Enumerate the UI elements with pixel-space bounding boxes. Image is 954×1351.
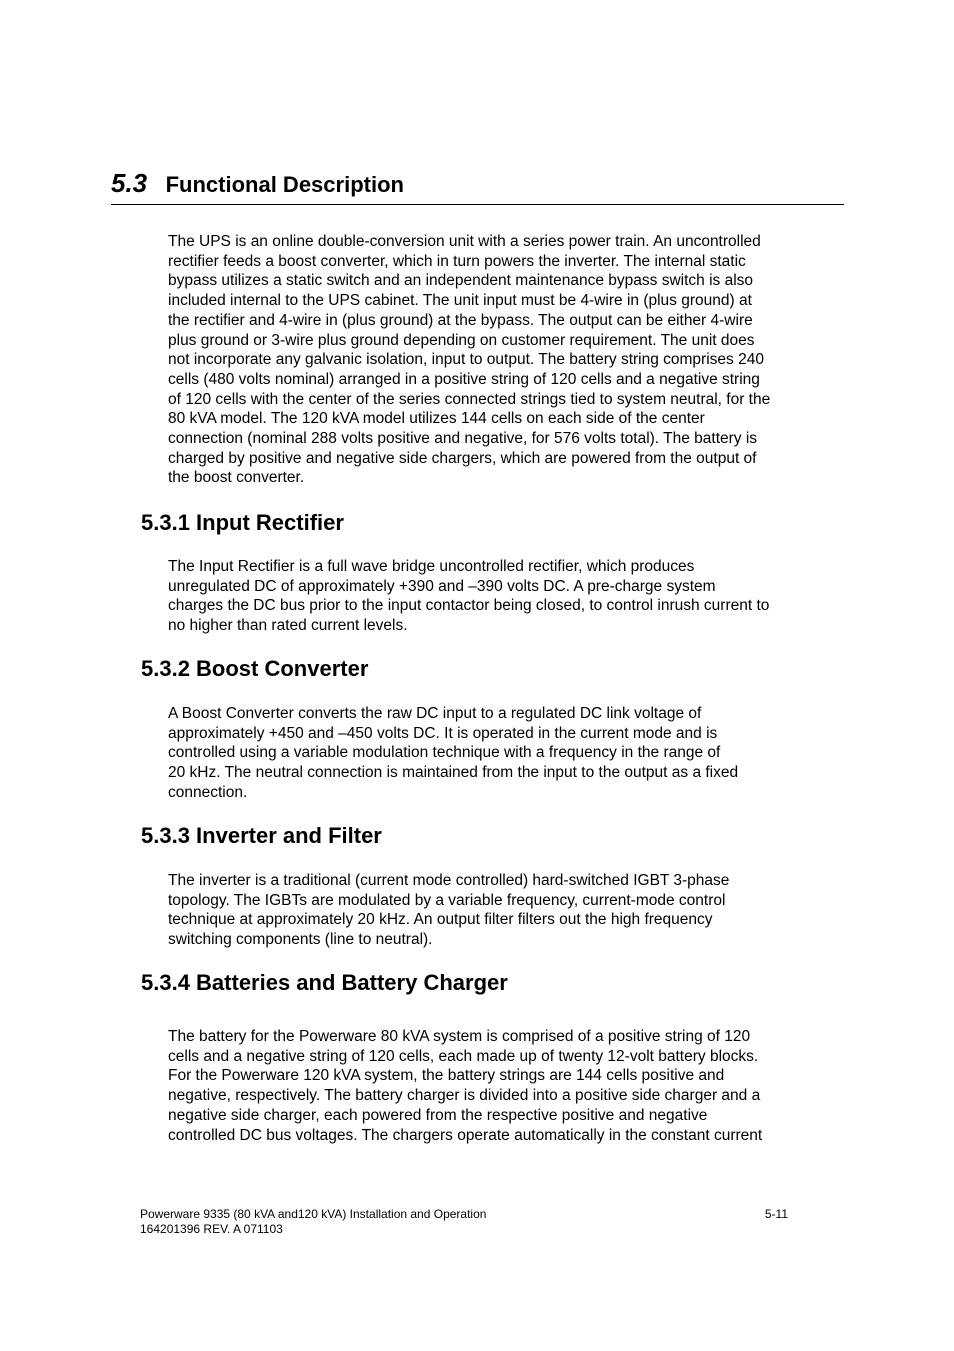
text-line: included internal to the UPS cabinet. The unit input must be 4-wire in (plus ground) at bbox=[168, 292, 752, 310]
text-line: connection. bbox=[168, 783, 248, 801]
page-number: 5-11 bbox=[764, 1207, 788, 1221]
text-line: cells (480 volts nominal) arranged in a positive string of 120 cells and a negative string bbox=[168, 370, 760, 388]
page-footer bbox=[140, 1207, 788, 1237]
text-line: The Input Rectifier is a full wave bridge uncontrolled rectifier, which produces bbox=[168, 558, 695, 575]
text-line: approximately +450 and –450 volts DC. It is operated in the current mode and is bbox=[168, 724, 718, 742]
text-line: unregulated DC of approximately +390 and –390 volts DC. A pre-charge system bbox=[168, 577, 716, 595]
text-line: controlled DC bus voltages. The chargers operate automatically in the constant current bbox=[168, 1126, 763, 1144]
text-line: switching components (line to neutral). bbox=[168, 931, 433, 949]
text-line: the rectifier and 4-wire in (plus ground) at the bypass. The output can be either 4-wire bbox=[168, 311, 753, 329]
text-line: of 120 cells with the center of the series connected strings tied to system neutral, for the bbox=[168, 390, 771, 408]
text-line: the boost converter. bbox=[168, 469, 305, 487]
text-line: plus ground or 3-wire plus ground depending on customer requirement. The unit does bbox=[168, 331, 755, 349]
subsection-body-inverter-filter bbox=[168, 871, 840, 950]
section-heading bbox=[111, 168, 844, 205]
text-line: The battery for the Powerware 80 kVA system is comprised of a positive string of 120 bbox=[168, 1028, 751, 1045]
text-line: charged by positive and negative side chargers, which are powered from the output of bbox=[168, 449, 757, 467]
text-line: For the Powerware 120 kVA system, the battery strings are 144 cells positive and bbox=[168, 1067, 725, 1085]
text-line: The UPS is an online double-conversion unit with a series power train. An uncontrolled bbox=[168, 233, 761, 250]
text-line: no higher than rated current levels. bbox=[168, 617, 408, 635]
text-line: A Boost Converter converts the raw DC input to a regulated DC link voltage of bbox=[168, 705, 702, 722]
text-line: 20 kHz. The neutral connection is maintained from the input to the output as a fixed bbox=[168, 764, 739, 782]
text-line: The inverter is a traditional (current mode controlled) hard-switched IGBT 3-phase bbox=[168, 872, 730, 889]
subsection-heading-boost-converter: 5.3.2 Boost Converter bbox=[141, 656, 369, 681]
subsection-body-batteries bbox=[168, 1027, 840, 1145]
text-line: connection (nominal 288 volts positive and negative, for 576 volts total). The battery is bbox=[168, 430, 758, 448]
text-line: 80 kVA model. The 120 kVA model utilizes 144 cells on each side of the center bbox=[168, 410, 705, 428]
section-number: 5.3 bbox=[111, 168, 148, 198]
footer-title: Powerware 9335 (80 kVA and120 kVA) Installation and Operation bbox=[140, 1207, 487, 1221]
text-line: charges the DC bus prior to the input contactor being closed, to control inrush current to bbox=[168, 597, 770, 615]
subsection-heading-batteries: 5.3.4 Batteries and Battery Charger bbox=[141, 970, 508, 995]
section-title: Functional Description bbox=[165, 172, 404, 197]
subsection-heading-inverter-filter: 5.3.3 Inverter and Filter bbox=[141, 823, 382, 848]
text-line: negative side charger, each powered from the respective positive and negative bbox=[168, 1106, 708, 1124]
subsection-body-input-rectifier bbox=[168, 557, 840, 636]
subsection-heading-input-rectifier: 5.3.1 Input Rectifier bbox=[141, 510, 344, 535]
section-body bbox=[168, 232, 840, 488]
text-line: cells and a negative string of 120 cells, each made up of twenty 12-volt battery blocks. bbox=[168, 1047, 759, 1065]
text-line: topology. The IGBTs are modulated by a variable frequency, current-mode control bbox=[168, 891, 726, 909]
text-line: bypass utilizes a static switch and an independent maintenance bypass switch is also bbox=[168, 272, 754, 290]
text-line: negative, respectively. The battery charger is divided into a positive side charger and a bbox=[168, 1087, 761, 1105]
text-line: not incorporate any galvanic isolation, input to output. The battery string comprises 240 bbox=[168, 351, 764, 369]
text-line: technique at approximately 20 kHz. An output filter filters out the high frequency bbox=[168, 911, 713, 929]
text-line: rectifier feeds a boost converter, which in turn powers the inverter. The internal static bbox=[168, 252, 746, 270]
text-line: controlled using a variable modulation technique with a frequency in the range of bbox=[168, 744, 721, 762]
document-number: 164201396 REV. A 071103 bbox=[140, 1222, 283, 1236]
subsection-body-boost-converter bbox=[168, 704, 840, 803]
